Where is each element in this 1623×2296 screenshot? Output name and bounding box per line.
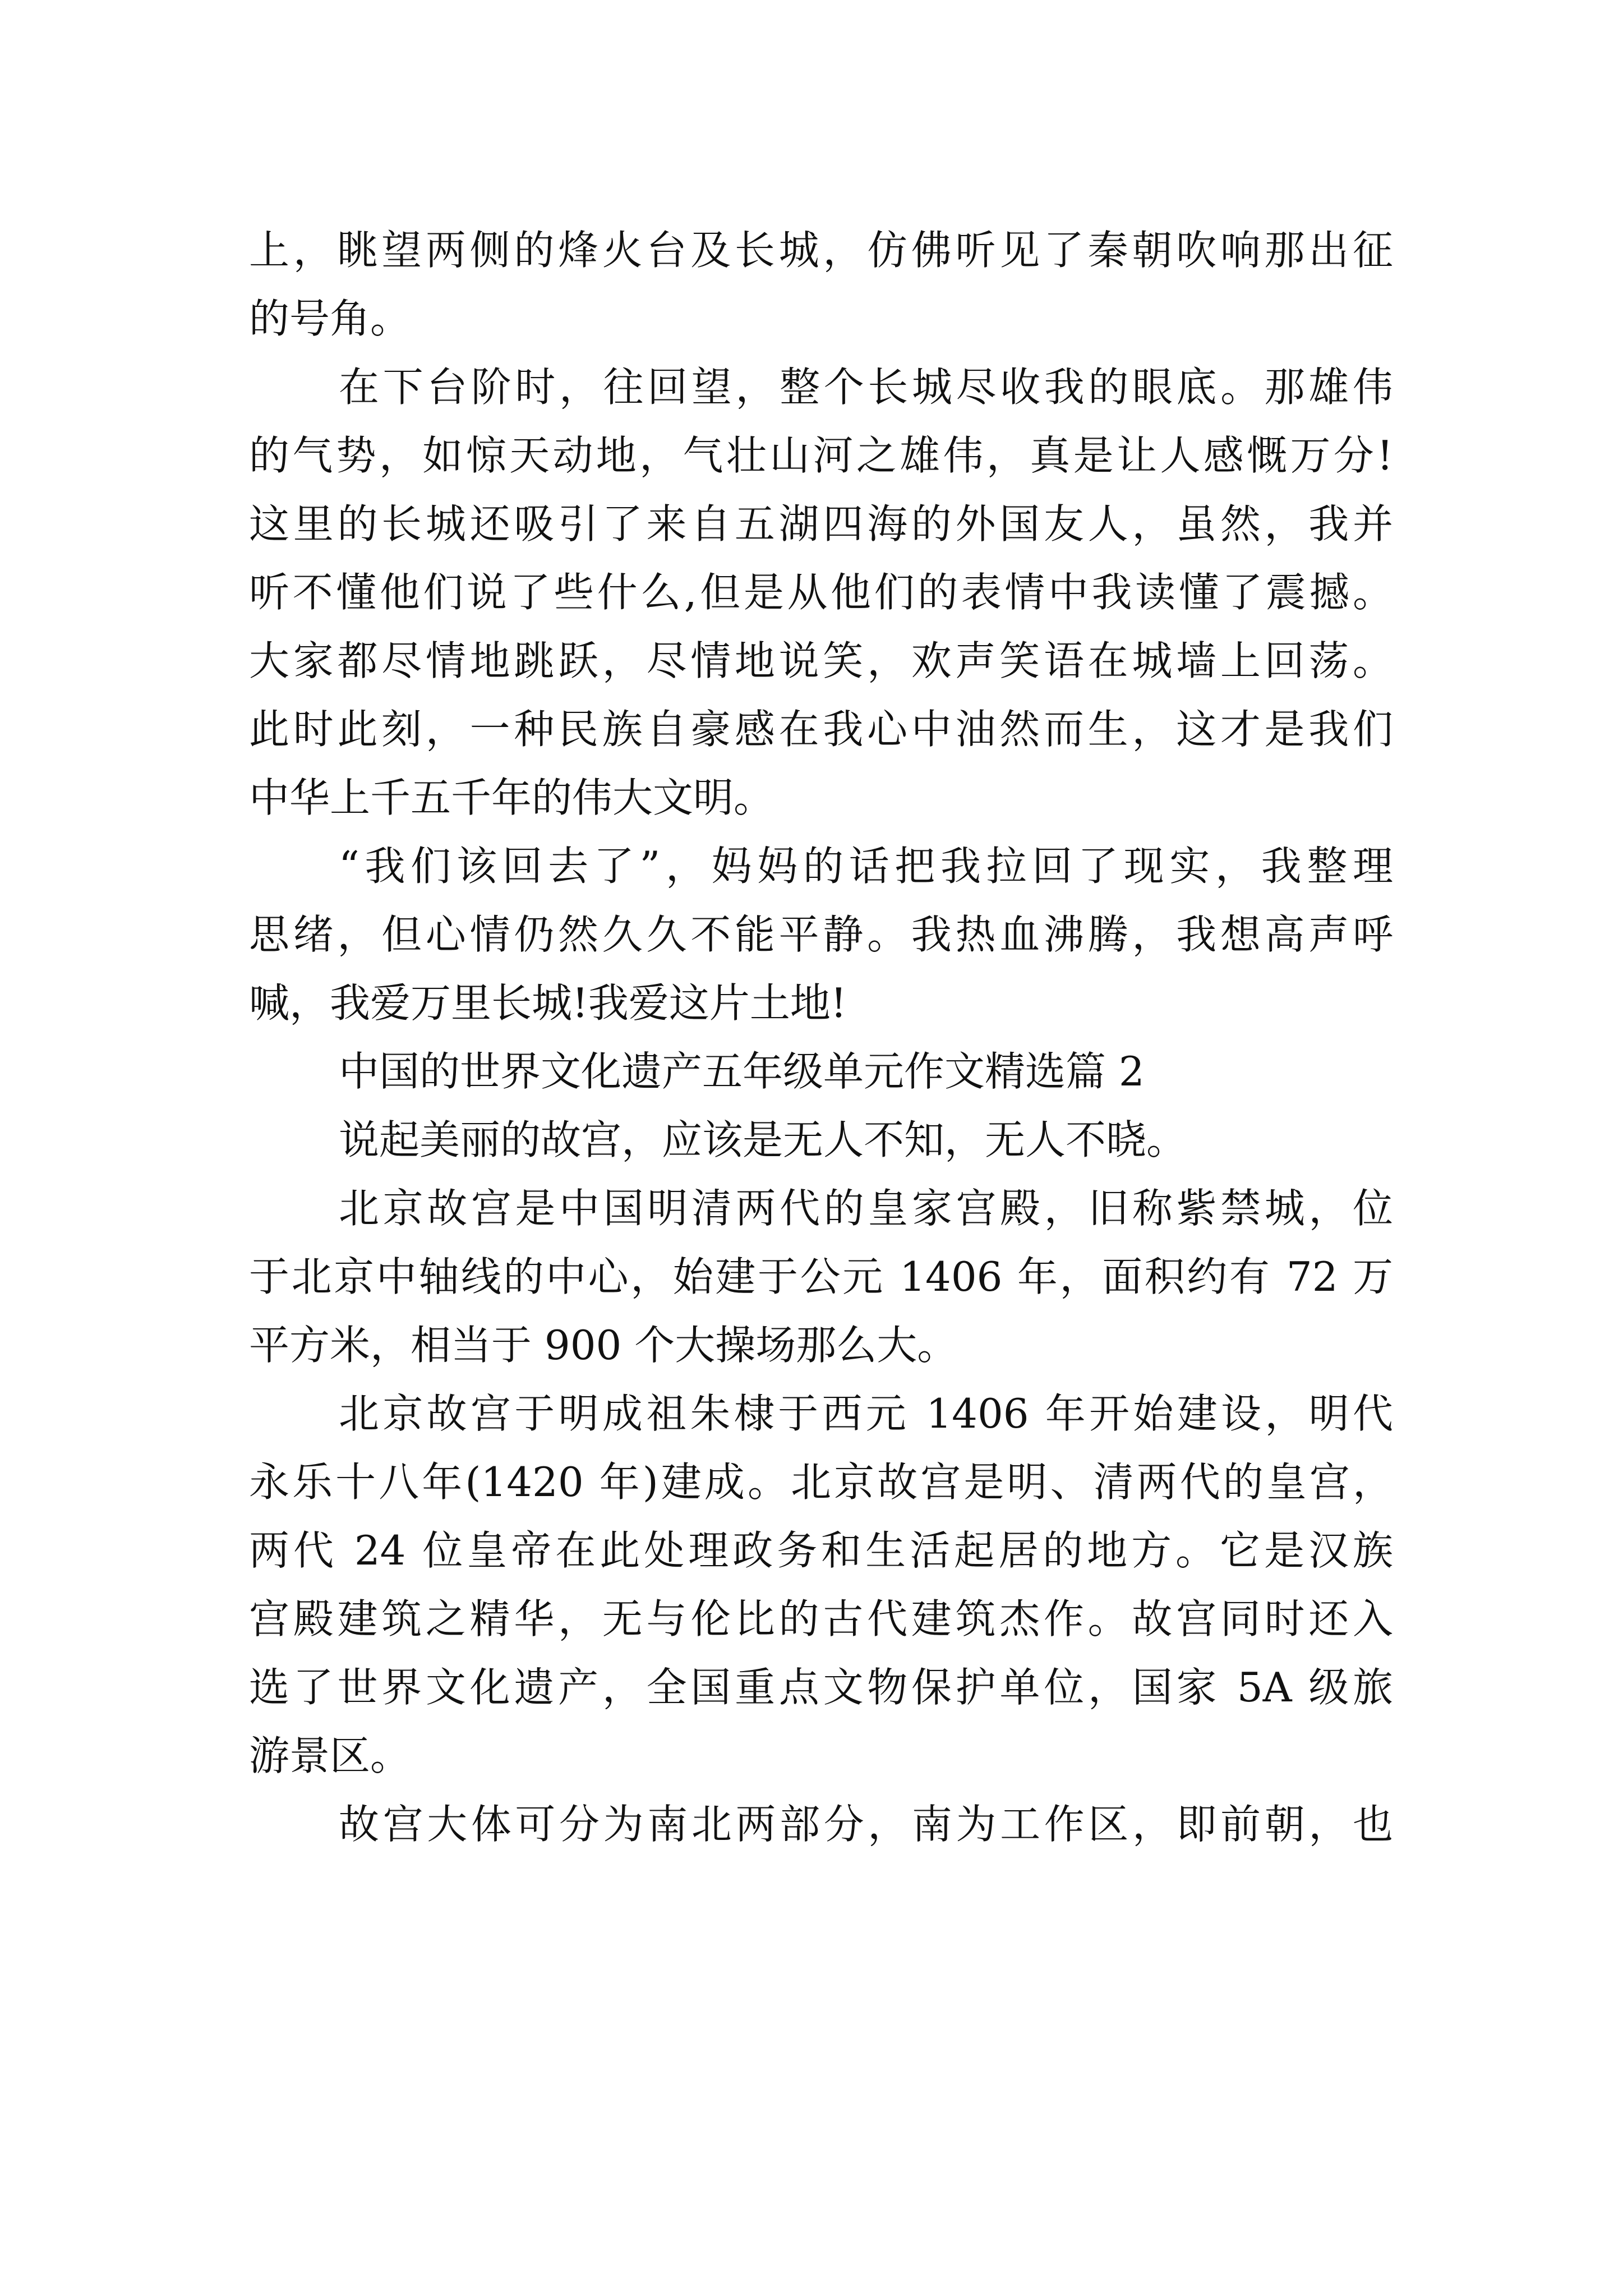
text-line: 宫殿建筑之精华，无与伦比的古代建筑杰作。故宫同时还入	[249, 1595, 1393, 1642]
text-line: 游景区。	[249, 1732, 411, 1779]
text-line: 永乐十八年(1420 年)建成。北京故宫是明、清两代的皇宫，	[249, 1458, 1393, 1506]
text-line: 这里的长城还吸引了来自五湖四海的外国友人，虽然，我并	[249, 500, 1393, 547]
text-line: 北京故宫于明成祖朱棣于西元 1406 年开始建设，明代	[339, 1390, 1393, 1437]
text-line: 说起美丽的故宫，应该是无人不知，无人不晓。	[339, 1116, 1187, 1163]
text-line: 北京故宫是中国明清两代的皇家宫殿，旧称紫禁城，位	[339, 1185, 1393, 1232]
text-line: 于北京中轴线的中心，始建于公元 1406 年，面积约有 72 万	[249, 1253, 1393, 1300]
text-line: 在下台阶时，往回望，整个长城尽收我的眼底。那雄伟	[339, 364, 1393, 411]
text-line: 此时此刻，一种民族自豪感在我心中油然而生，这才是我们	[249, 706, 1393, 753]
text-line: 故宫大体可分为南北两部分，南为工作区，即前朝，也	[339, 1801, 1393, 1848]
section-heading: 中国的世界文化遗产五年级单元作文精选篇 2	[339, 1048, 1145, 1095]
text-line: 上，眺望两侧的烽火台及长城，仿佛听见了秦朝吹响那出征	[249, 227, 1393, 274]
text-line: 平方米，相当于 900 个大操场那么大。	[249, 1322, 958, 1369]
text-line: 中华上千五千年的伟大文明。	[249, 774, 774, 821]
text-line: 两代 24 位皇帝在此处理政务和生活起居的地方。它是汉族	[249, 1527, 1393, 1574]
text-line: 大家都尽情地跳跃，尽情地说笑，欢声笑语在城墙上回荡。	[249, 637, 1393, 684]
essay-body	[249, 216, 1393, 1858]
text-line: 喊，我爱万里长城!我爱这片土地!	[249, 979, 847, 1027]
text-line: 的气势，如惊天动地，气壮山河之雄伟，真是让人感慨万分!	[249, 432, 1393, 479]
text-line: 的号角。	[249, 295, 411, 342]
text-line: “我们该回去了”，妈妈的话把我拉回了现实，我整理	[339, 843, 1393, 890]
text-line: 选了世界文化遗产，全国重点文物保护单位，国家 5A 级旅	[249, 1664, 1393, 1711]
text-line: 听不懂他们说了些什么,但是从他们的表情中我读懂了震撼。	[249, 569, 1393, 616]
text-line: 思绪，但心情仍然久久不能平静。我热血沸腾，我想高声呼	[249, 911, 1393, 958]
